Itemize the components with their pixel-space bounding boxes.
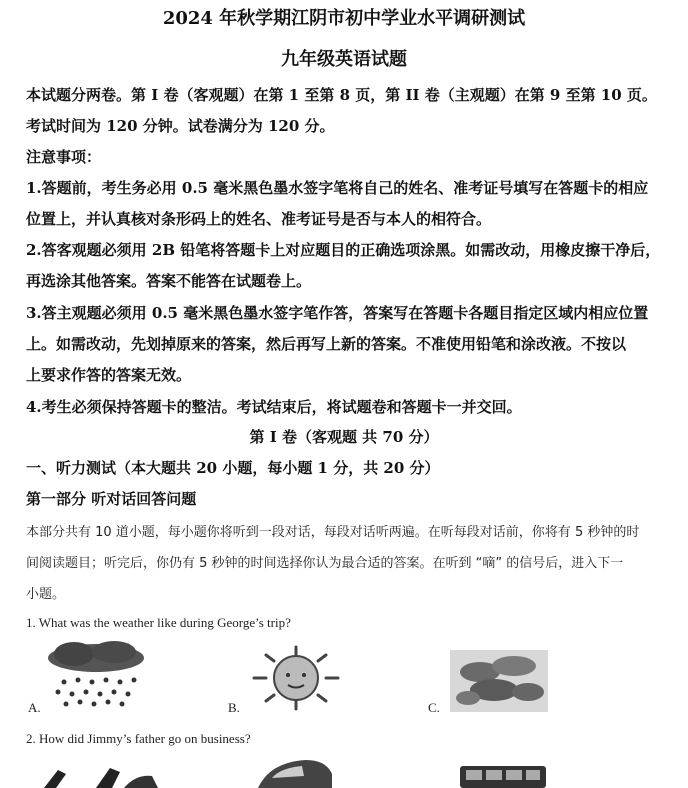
exam-title: 2024 年秋学期江阴市初中学业水平调研测试: [162, 8, 526, 29]
question-1-text: 1. What was the weather like during George’s trip?: [26, 615, 291, 630]
bus-icon: [458, 762, 548, 788]
note-4: 4.考生必须保持答题卡的整洁。考试结束后，将试题卷和答题卡一并交回。: [26, 398, 522, 416]
note-3-c: 上要求作答的答案无效。: [26, 366, 192, 384]
rain-cloud-icon: [44, 640, 148, 708]
note-1-b: 位置上，并认真核对条形码上的姓名、准考证号是否与本人的相符合。: [26, 210, 492, 228]
instruction-line-a: 本部分共有 10 道小题，每小题你将听到一段对话，每段对话听两遍。在听每段对话前，你将有 5 秒钟的时: [26, 525, 640, 540]
intro-line-2: 考试时间为 120 分钟。试卷满分为 120 分。: [26, 117, 335, 135]
train-icon: [250, 758, 334, 788]
exam-subtitle: 九年级英语试题: [281, 49, 407, 70]
note-2-a: 2.答客观题必须用 2B 铅笔将答题卡上对应题目的正确选项涂黑。如需改动，用橡皮擦干净后，: [26, 241, 661, 259]
note-2-b: 再选涂其他答案。答案不能答在试题卷上。: [26, 272, 312, 290]
subsection-one-title: 第一部分 听对话回答问题: [26, 490, 197, 508]
instruction-line-c: 小题。: [26, 587, 66, 602]
note-3-b: 上。如需改动，先划掉原来的答案，然后再写上新的答案。不准使用铅笔和涂改液。不按以: [26, 335, 627, 353]
part-one-heading: 第 I 卷（客观题 共 70 分）: [249, 428, 439, 446]
note-3-a: 3.答主观题必须用 0.5 毫米黑色墨水签字笔作答，答案写在答题卡各题目指定区域内相应位置: [26, 304, 649, 322]
note-1-a: 1.答题前，考生务必用 0.5 毫米黑色墨水签字笔将自己的姓名、准考证号填写在答题卡的相应: [26, 179, 649, 197]
sun-icon: [248, 645, 344, 711]
notes-heading: 注意事项：: [26, 148, 102, 166]
question-1-option-b[interactable]: B.: [228, 700, 240, 715]
instruction-line-b: 间阅读题目；听完后，你仍有 5 秒钟的时间选择你认为最合适的答案。在听到 “嘀” 的信号后，进入下一: [26, 556, 624, 571]
section-one-title: 一、听力测试（本大题共 20 小题，每小题 1 分，共 20 分）: [26, 459, 440, 477]
question-2-text: 2. How did Jimmy’s father go on business?: [26, 731, 251, 746]
question-1-option-c[interactable]: C.: [428, 700, 440, 715]
cloudy-icon: [450, 650, 548, 712]
intro-line-1: 本试题分两卷。第 I 卷（客观题）在第 1 至第 8 页，第 II 卷（主观题）在第 9 至第 10 页。: [26, 86, 657, 104]
airplane-icon: [40, 762, 160, 788]
question-1-option-a[interactable]: A.: [28, 700, 41, 715]
